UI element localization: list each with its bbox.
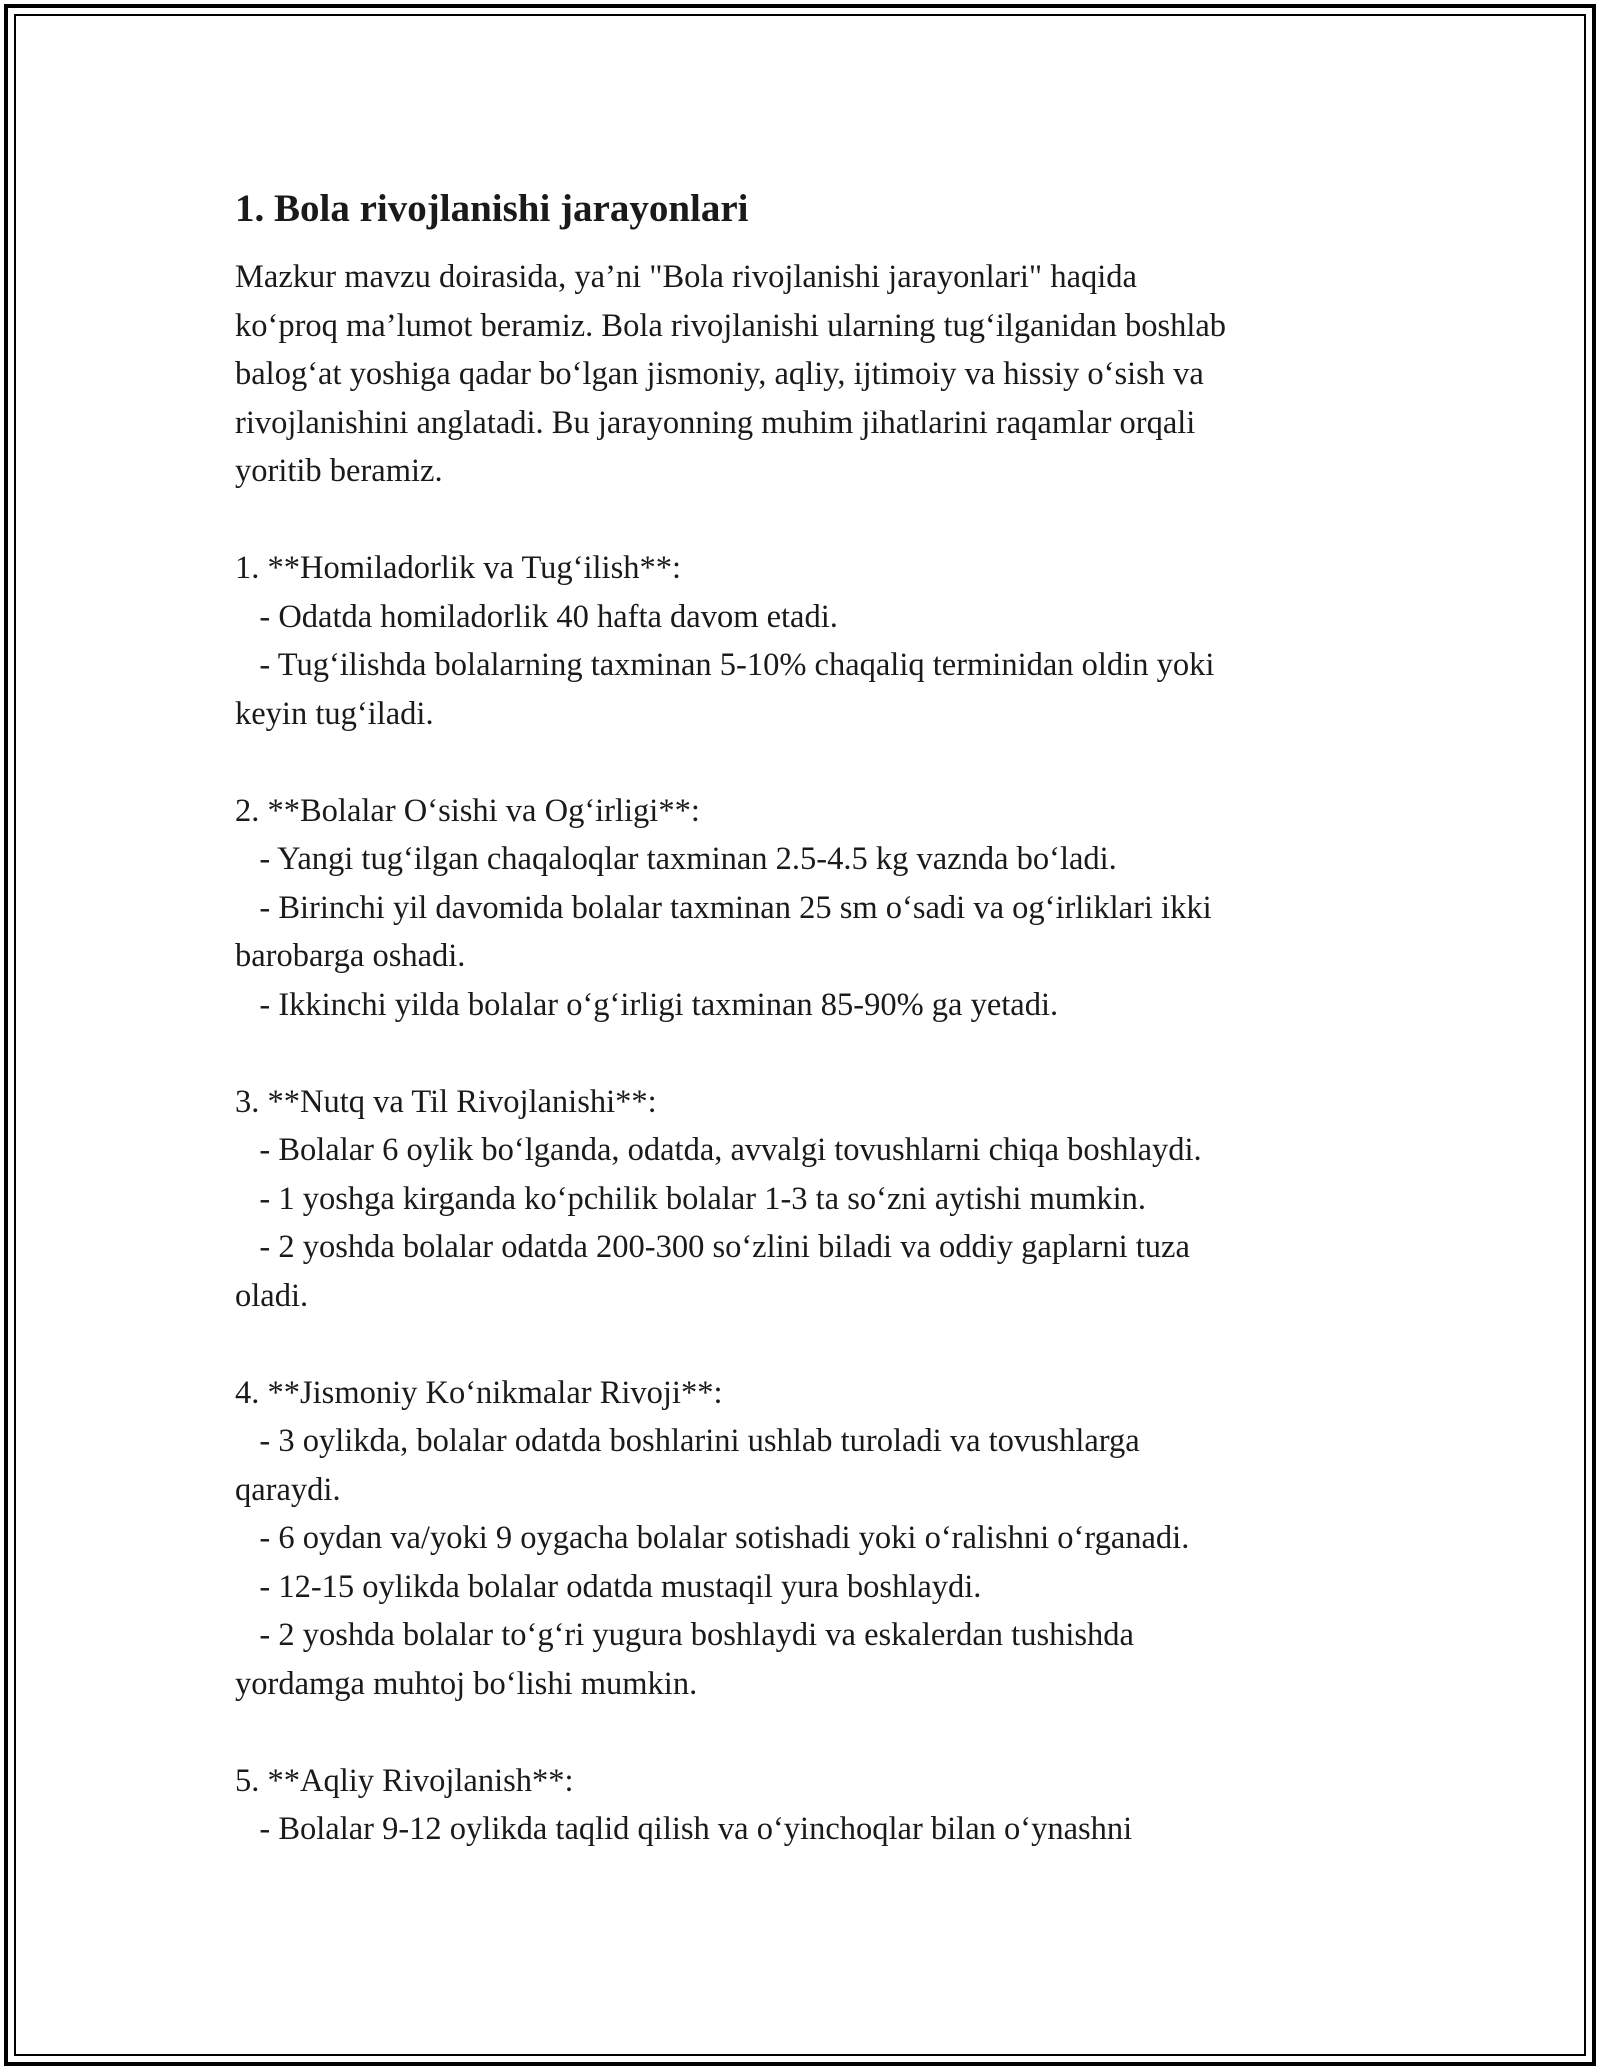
document-title: 1. Bola rivojlanishi jarayonlari	[235, 187, 749, 230]
spacer	[235, 1029, 1375, 1078]
text-line: ko‘proq ma’lumot beramiz. Bola rivojlanishi ularning tug‘ilganidan boshlab	[235, 307, 1227, 344]
list-item: - 12-15 oylikda bolalar odatda mustaqil yura boshlaydi.	[235, 1568, 982, 1605]
list-item: - Yangi tug‘ilgan chaqaloqlar taxminan 2.5-4.5 kg vaznda bo‘ladi.	[235, 841, 1117, 877]
list-item-continuation: barobarga oshadi.	[235, 938, 466, 974]
section-heading: 2. **Bolalar O‘sishi va Og‘irligi**:	[235, 792, 700, 829]
list-item: - Bolalar 6 oylik bo‘lganda, odatda, avvalgi tovushlarni chiqa boshlaydi.	[235, 1132, 1202, 1168]
list-item: - 1 yoshga kirganda ko‘pchilik bolalar 1-3 ta so‘zni aytishi mumkin.	[235, 1180, 1147, 1217]
list-item-continuation: oladi.	[235, 1277, 309, 1314]
section-heading: 5. **Aqliy Rivojlanish**:	[235, 1762, 574, 1799]
spacer	[235, 1708, 1375, 1757]
text-line: yoritib beramiz.	[235, 453, 443, 489]
spacer	[235, 738, 1375, 787]
text-line: rivojlanishini anglatadi. Bu jarayonning muhim jihatlarini raqamlar orqali	[235, 404, 1196, 441]
list-item: - Birinchi yil davomida bolalar taxminan 25 sm o‘sadi va og‘irliklari ikki	[235, 889, 1212, 926]
spacer	[235, 1320, 1375, 1369]
text-line: Mazkur mavzu doirasida, ya’ni "Bola rivojlanishi jarayonlari" haqida	[235, 259, 1137, 295]
section-pregnancy-birth	[235, 544, 1375, 738]
section-physical-skills	[235, 1369, 1375, 1709]
section-speech-language	[235, 1078, 1375, 1321]
list-item-continuation: qaraydi.	[235, 1471, 341, 1508]
list-item-continuation: keyin tug‘iladi.	[235, 695, 434, 732]
intro-paragraph	[235, 253, 1375, 496]
text-line: balog‘at yoshiga qadar bo‘lgan jismoniy, aqliy, ijtimoiy va hissiy o‘sish va	[235, 356, 1204, 392]
section-heading: 4. **Jismoniy Ko‘nikmalar Rivoji**:	[235, 1374, 723, 1411]
section-growth-weight	[235, 787, 1375, 1030]
list-item: - 2 yoshda bolalar to‘g‘ri yugura boshlaydi va eskalerdan tushishda	[235, 1617, 1134, 1653]
list-item: - 6 oydan va/yoki 9 oygacha bolalar sotishadi yoki o‘ralishni o‘rganadi.	[235, 1520, 1190, 1556]
list-item: - 2 yoshda bolalar odatda 200-300 so‘zlini biladi va oddiy gaplarni tuza	[235, 1229, 1190, 1265]
list-item: - Tug‘ilishda bolalarning taxminan 5-10% chaqaliq terminidan oldin yoki	[235, 647, 1215, 683]
list-item: - Bolalar 9-12 oylikda taqlid qilish va o‘yinchoqlar bilan o‘ynashni	[235, 1811, 1133, 1847]
list-item: - Ikkinchi yilda bolalar o‘g‘irligi taxminan 85-90% ga yetadi.	[235, 986, 1059, 1023]
section-heading: 1. **Homiladorlik va Tug‘ilish**:	[235, 550, 682, 586]
list-item: - Odatda homiladorlik 40 hafta davom etadi.	[235, 598, 838, 635]
section-heading: 3. **Nutq va Til Rivojlanishi**:	[235, 1083, 657, 1120]
section-mental-development	[235, 1757, 1375, 1854]
spacer	[235, 496, 1375, 545]
document-body	[235, 185, 1375, 1854]
list-item: - 3 oylikda, bolalar odatda boshlarini ushlab turoladi va tovushlarga	[235, 1423, 1140, 1459]
list-item-continuation: yordamga muhtoj bo‘lishi mumkin.	[235, 1665, 698, 1702]
